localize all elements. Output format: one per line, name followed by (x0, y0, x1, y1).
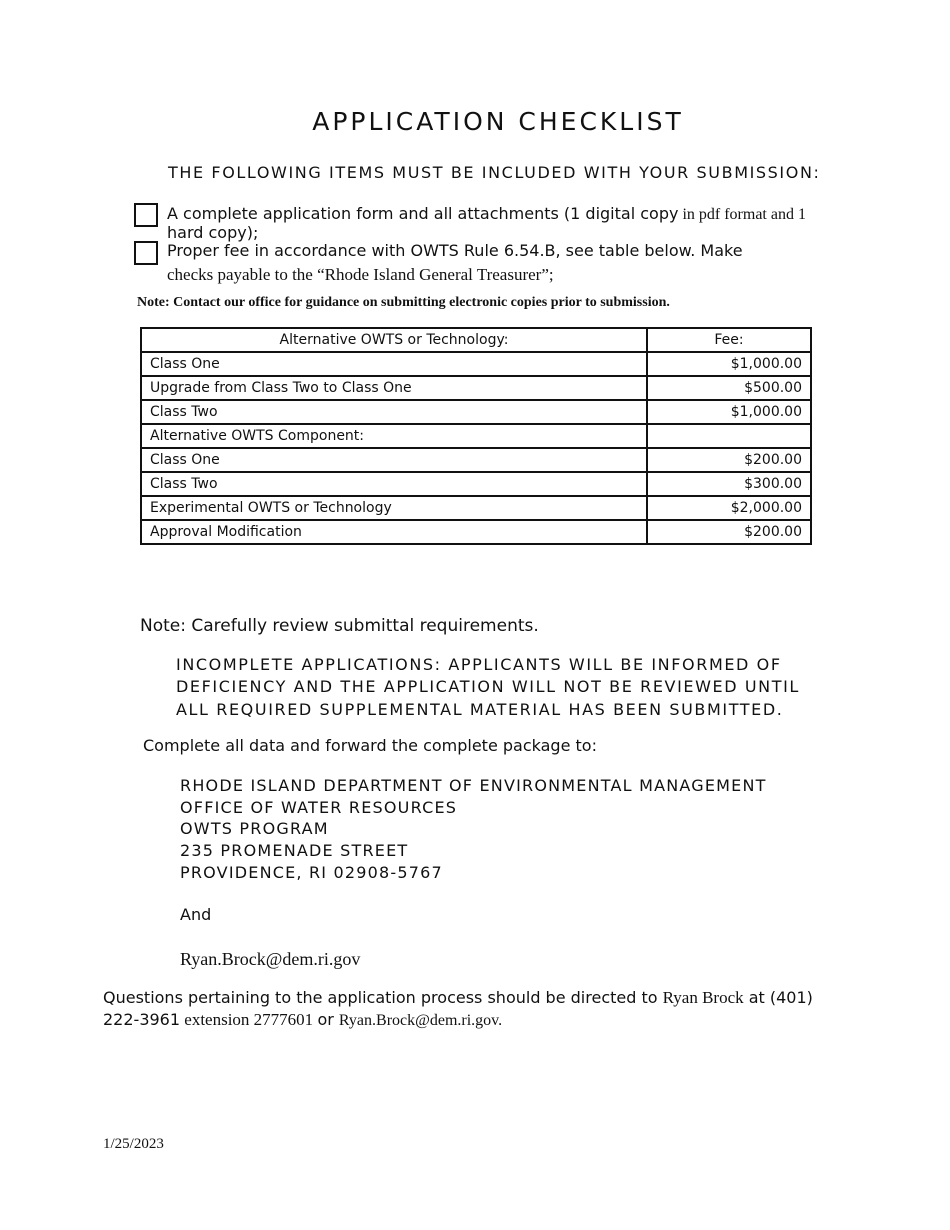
row-fee: $1,000.00 (647, 400, 811, 424)
and-label: And (180, 905, 212, 924)
address-line: RHODE ISLAND DEPARTMENT OF ENVIRONMENTAL MANAGEMENT (180, 776, 767, 795)
page-title: APPLICATION CHECKLIST (312, 107, 684, 136)
contact-email[interactable]: Ryan.Brock@dem.ri.gov (180, 949, 361, 969)
address-line: OWTS PROGRAM (180, 819, 329, 838)
contact-email-inline[interactable]: Ryan.Brock@dem.ri.gov. (338, 1012, 503, 1029)
row-fee (647, 424, 811, 448)
checklist-item-proper-fee-cont: checks payable to the “Rhode Island General Treasurer”; (167, 265, 554, 284)
header-technology: Alternative OWTS or Technology: (141, 328, 647, 352)
table-row (141, 424, 811, 448)
incomplete-warning-line: DEFICIENCY AND THE APPLICATION WILL NOT BE REVIEWED UNTIL (176, 677, 800, 696)
header-fee: Fee: (647, 328, 811, 352)
row-label: Experimental OWTS or Technology (141, 496, 647, 520)
row-fee: $200.00 (647, 448, 811, 472)
table-row (141, 376, 811, 400)
row-label: Class One (141, 448, 647, 472)
questions-line-2: 222-3961 extension 2777601 or Ryan.Brock@dem.ri.gov. (103, 1010, 503, 1029)
row-label: Upgrade from Class Two to Class One (141, 376, 647, 400)
table-row (141, 496, 811, 520)
incomplete-warning-line: ALL REQUIRED SUPPLEMENTAL MATERIAL HAS BEEN SUBMITTED. (176, 700, 784, 719)
contact-name: Ryan Brock (662, 988, 744, 1007)
table-row (141, 352, 811, 376)
row-label: Class Two (141, 472, 647, 496)
table-header-row (141, 328, 811, 352)
checkbox-proper-fee[interactable] (134, 241, 158, 265)
address-line: 235 PROMENADE STREET (180, 841, 409, 860)
row-fee: $2,000.00 (647, 496, 811, 520)
checklist-item-application-form: A complete application form and all attachments (1 digital copy in pdf format and 1 (167, 204, 806, 223)
table-row (141, 400, 811, 424)
table-row (141, 520, 811, 544)
table-row (141, 448, 811, 472)
checklist-item-proper-fee: Proper fee in accordance with OWTS Rule 6.54.B, see table below. Make (167, 241, 743, 260)
row-fee: $200.00 (647, 520, 811, 544)
row-fee: $300.00 (647, 472, 811, 496)
row-label: Alternative OWTS Component: (141, 424, 647, 448)
section-subtitle: THE FOLLOWING ITEMS MUST BE INCLUDED WITH YOUR SUBMISSION: (168, 163, 821, 182)
table-row (141, 472, 811, 496)
checklist-item-application-form-cont: hard copy); (167, 223, 259, 242)
fee-table (140, 327, 812, 545)
address-line: OFFICE OF WATER RESOURCES (180, 798, 458, 817)
row-fee: $500.00 (647, 376, 811, 400)
complete-instruction: Complete all data and forward the complete package to: (143, 736, 597, 755)
checkbox-application-form[interactable] (134, 203, 158, 227)
row-fee: $1,000.00 (647, 352, 811, 376)
row-label: Class One (141, 352, 647, 376)
note-review: Note: Carefully review submittal requirements. (140, 616, 539, 636)
row-label: Class Two (141, 400, 647, 424)
questions-line-1: Questions pertaining to the application process should be directed to Ryan Brock at (401) (103, 988, 813, 1007)
row-label: Approval Modification (141, 520, 647, 544)
document-date: 1/25/2023 (103, 1136, 164, 1152)
note-electronic-copies: Note: Contact our office for guidance on submitting electronic copies prior to submission. (137, 295, 670, 310)
address-line: PROVIDENCE, RI 02908-5767 (180, 863, 443, 882)
incomplete-warning-line: INCOMPLETE APPLICATIONS: APPLICANTS WILL BE INFORMED OF (176, 655, 782, 674)
